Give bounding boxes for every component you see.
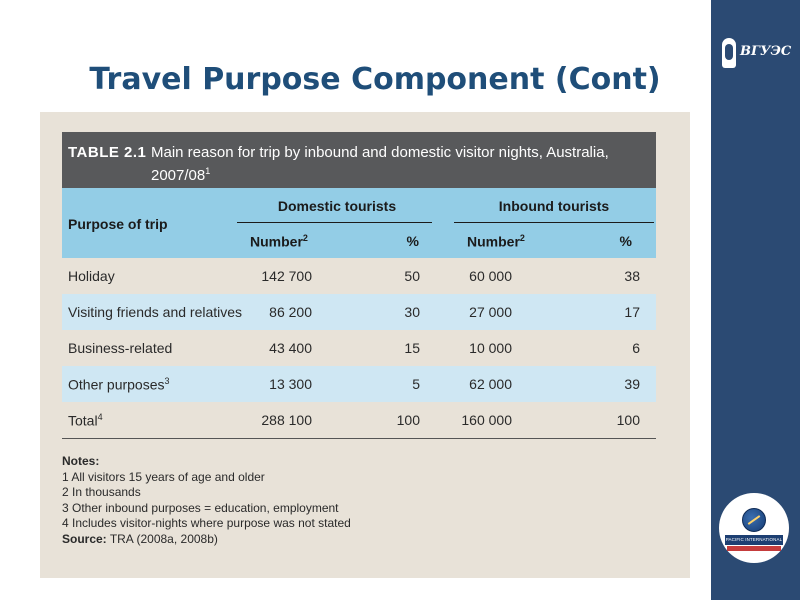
header-inb-percent: % [619,233,632,249]
pacific-international-logo [719,493,789,563]
cell-dom-number: 288 100 [261,412,312,428]
cell-dom-number: 86 200 [269,304,312,320]
cell-footnote: 4 [97,412,103,422]
cell-dom-pct: 30 [404,304,420,320]
header-rule [454,222,654,223]
cell-footnote: 3 [164,376,170,386]
header-dom-number: Number$^2$ [250,233,308,250]
cell-dom-pct: 5 [412,376,420,392]
cell-inb-number: 160 000 [461,412,512,428]
logo-subline [727,546,781,551]
slide-title: Travel Purpose Component (Cont) [89,62,661,97]
logo-banner: PACIFIC INTERNATIONAL [725,535,783,545]
table-caption-bar [62,132,656,188]
header-inb-number: Number$^2$ [467,233,525,250]
cell-inb-number: 62 000 [469,376,512,392]
table-row [62,258,656,294]
header-domestic: Domestic tourists [277,198,397,214]
cell-dom-number: 142 700 [261,268,312,284]
caption-footnote: 1 [205,166,211,176]
header-purpose: Purpose of trip [68,216,168,232]
column-headers [62,188,656,258]
note-item: 3 Other inbound purposes = education, employment [62,500,339,515]
note-item: 1 All visitors 15 years of age and older [62,469,265,484]
table-bottom-rule [62,438,656,439]
note-item: 4 Includes visitor-nights where purpose was not stated [62,516,351,530]
data-table [62,132,656,439]
table-body [62,258,656,439]
cell-inb-number: 60 000 [469,268,512,284]
table-notes [62,454,652,547]
table-row [62,330,656,366]
cell-inb-pct: 17 [624,304,640,320]
cell-dom-pct: 100 [396,412,420,428]
globe-icon [742,508,766,532]
cell-inb-number: 10 000 [469,340,512,356]
header-rule [237,222,432,223]
cell-inb-pct: 100 [616,412,640,428]
cell-purpose: Visiting friends and relatives [68,304,243,320]
cell-inb-pct: 6 [632,340,640,356]
cell-purpose: Holiday [68,268,115,284]
cell-dom-pct: 50 [404,268,420,284]
header-dom-percent: % [406,233,419,249]
cell-purpose: Business-related [68,340,173,356]
table-caption: Main reason for trip by inbound and domestic visitor nights, Australia, $2007/08^1$ [151,144,609,184]
note-item: 2 In thousands [62,485,141,499]
logo-emblem-icon [722,38,736,68]
cell-dom-number: 43 400 [269,340,312,356]
cell-inb-number: 27 000 [469,304,512,320]
table-number: TABLE 2.1 [68,144,147,161]
scanned-table-image [40,112,690,578]
cell-inb-pct: 38 [624,268,640,284]
cell-purpose: Total$^4$ [68,412,103,429]
source-line: Source: TRA (2008a, 2008b) [62,531,218,546]
cell-inb-pct: 39 [624,376,640,392]
logo-text: ВГУЭС [740,44,792,59]
header-inbound: Inbound tourists [498,198,610,214]
notes-heading: Notes: [62,454,100,468]
table-row-total [62,402,656,438]
university-logo [720,36,792,76]
cell-dom-pct: 15 [404,340,420,356]
table-row [62,366,656,402]
cell-dom-number: 13 300 [269,376,312,392]
cell-purpose: Other purposes$^3$ [68,376,170,393]
table-row [62,294,656,330]
